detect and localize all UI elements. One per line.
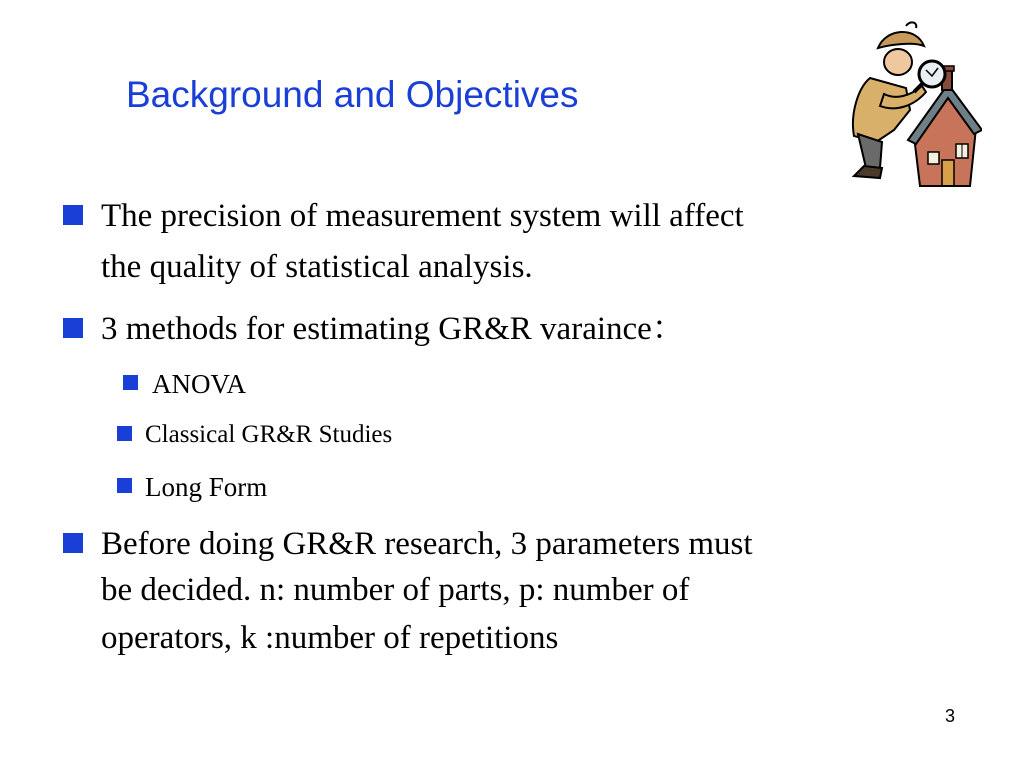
bullet-square-icon — [117, 426, 132, 441]
bullet-text-line: the quality of statistical analysis. — [101, 249, 533, 285]
bullet-text-line: ANOVA — [152, 369, 247, 399]
bullet-square-icon — [123, 375, 138, 390]
bullet-text-line: Classical GR&R Studies — [145, 421, 393, 448]
bullet-square-icon — [117, 478, 132, 493]
bullet-square-icon — [63, 205, 83, 225]
bullet-text-line: 3 methods for estimating GR&R varaince： — [101, 311, 685, 347]
bullet-text-line: Long Form — [145, 472, 268, 502]
bullet-text-line: Before doing GR&R research, 3 parameters must — [101, 526, 753, 562]
bullet-text-line: operators, k :number of repetitions — [101, 620, 559, 656]
bullet-text-line: be decided. n: number of parts, p: number of — [101, 572, 690, 608]
page-number: 3 — [945, 706, 956, 726]
bullet-square-icon — [63, 533, 83, 553]
bullet-square-icon — [63, 318, 83, 338]
bullet-text-line: The precision of measurement system will affect — [101, 198, 744, 234]
slide-title: Background and Objectives — [126, 74, 579, 115]
